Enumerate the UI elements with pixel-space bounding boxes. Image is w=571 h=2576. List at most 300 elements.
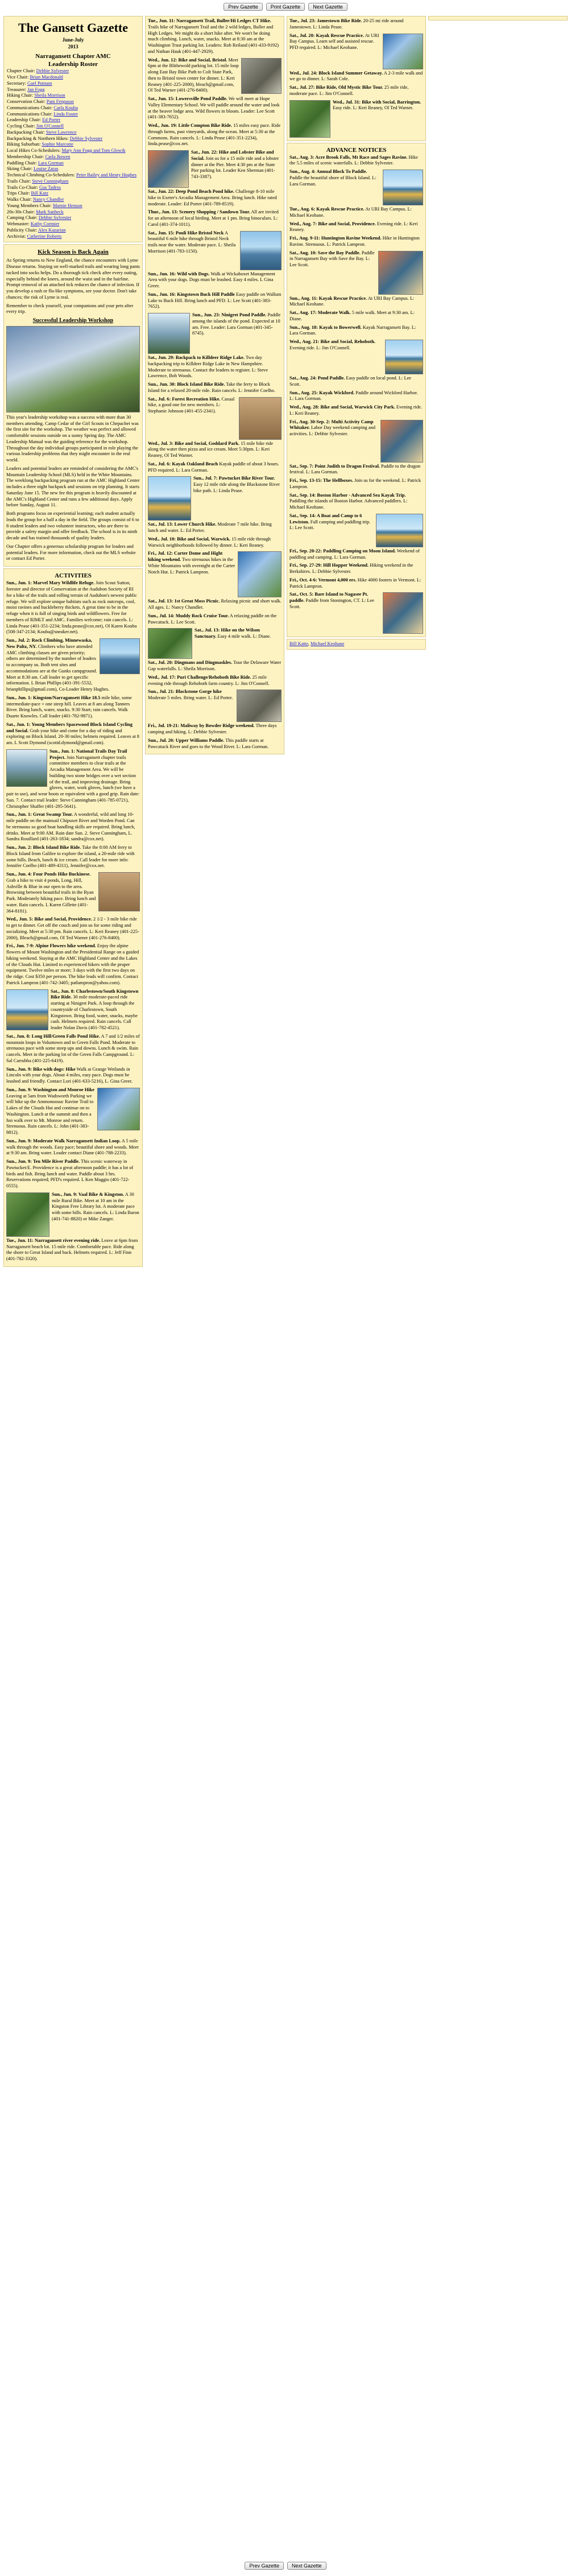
roster-entry — [7, 136, 139, 142]
activity-description: Moderate 5 miles. Bring water. L: Ed Porter. — [148, 695, 233, 700]
roster-name-link[interactable]: Lara Gorman — [38, 160, 64, 166]
activity-description: A 30 mile Rural Bike. Meet at 10 am in the Kingston Free Library lot. A moderate pace with some hills. Rain cancels. L: Linda Baron (401-741-8820) or Mike Zanger. — [52, 1191, 139, 1221]
activity-item — [289, 339, 423, 352]
activity-item — [148, 551, 282, 575]
activity-description: Casual hike, a good one for new members. L: Stephanie Johnson (401-455-2341). — [148, 396, 235, 414]
roster-role: Leadership Chair: — [7, 117, 42, 123]
activity-description: Join Narragansett chapter trails committee members to clear trails at the Arcadia Management Area. We will be building two stone bridges over a wet section of the trail, and improving drainage. Bring gloves, water, work gloves, lunch (we have a pair to use), and wear boots or equivalent with a good grip. Rain date: Sun. 7. Contact trail leader: Steve Cunningham (401-785-0721), Christopher Shaffer (401-295-5641). — [6, 754, 140, 809]
activity-title: Sat., Oct. 5: Bare Island to Nagasee Pt. paddle. — [289, 592, 369, 604]
roster-role: Publicity Chair: — [7, 227, 38, 233]
activity-item — [289, 404, 423, 417]
activity-title: Sun., Jun. 1: National Trails Day Trail Project. — [49, 748, 127, 760]
activity-title: Sun., Aug. 18: Kayak to Bowerwell. — [289, 324, 362, 330]
activity-title: Sat., Jul. 20: Kayak Rescue Practice. — [289, 32, 364, 38]
activity-item — [6, 1034, 140, 1064]
activity-title: Sat., Jul. 20: Dingmans and Dingmaskles. — [148, 660, 233, 666]
activity-description: Kayak paddle of about 3 hours. PFD required. L: Lara Gorman. — [148, 461, 279, 473]
roster-name-link[interactable]: Carla Kouba — [53, 105, 78, 110]
activity-title: Sat., Aug. 24: Pond Paddle. — [289, 375, 345, 381]
activity-title: Sun., Jul. 2: Rock Climbing, Minnewaska, New Paltz, NY. — [6, 638, 92, 649]
activity-item — [289, 18, 423, 31]
activity-title: Sun., Jun. 16: Wild with Dogs. — [148, 271, 210, 276]
activity-description: Evening ride. L: Keri Reaney. — [289, 404, 422, 416]
roster-role: Young Members Chair: — [7, 203, 52, 208]
activity-item — [148, 476, 282, 494]
activity-description: A 7 and 1/2 miles of mountain loops in Voluntown and to Green Falls Pond. Moderate to strenuous pace with some steep ups and downs. Lunch & swim. Rain cancels. Meet in the parking lot of the Green Falls Campground. L: Sal Carrubba (401-225-6419). — [6, 1033, 140, 1063]
activity-item — [148, 150, 282, 180]
activity-item — [289, 325, 423, 337]
roster-role: Chapter Chair: — [7, 68, 35, 74]
roster-name-link[interactable]: Mary Ann Fogg and Tom Glowik — [61, 148, 126, 154]
roster-entry — [7, 130, 139, 136]
activity-title: Sun., Jun. 4: Four Ponds Hike Buckinese. — [6, 872, 91, 877]
activity-item — [148, 355, 282, 379]
roster-name-link[interactable]: Steve Lawrence — [45, 129, 77, 135]
activity-title: Fri., Jun. 7-9: Alpine Flowers hike weekend. — [6, 943, 96, 949]
activity-description: 15 mile ride through Warwick neighborhoods followed by dinner. L: Keri Reaney. — [148, 536, 271, 548]
activity-item — [289, 390, 423, 403]
activity-item — [148, 628, 282, 640]
activity-description: Paddle in Narragansett Bay with Save the Bay. L: Lee Scott. — [289, 250, 375, 268]
activity-title: Sat., Sep. 7: Point Judith to Dragon Festival. — [289, 463, 380, 469]
bottom-nav-bar — [0, 2559, 571, 2573]
activity-title: Sun., Jun. 9: Moderate Walk Narragansett Indian Loop. — [6, 1138, 121, 1143]
activity-item — [6, 812, 140, 843]
activity-item — [148, 660, 282, 672]
activity-photo — [148, 476, 191, 521]
activity-description: A 5 mile walk through the woods. Easy pace; beautiful shore and woods. Meet at 9:30 am. Bring water. Leader contact Diane (401-788-2233). — [6, 1138, 139, 1156]
activity-item — [148, 123, 282, 147]
activity-description: Hike 4000 footers in Vermont. L: Patrick Lampron. — [289, 577, 421, 589]
activity-description: Join us for the weekend. L: Patrick Lampron. — [289, 478, 421, 489]
roster-entry — [7, 221, 139, 228]
roster-name-link[interactable]: Jan Fogg — [27, 86, 45, 92]
roster-role: Camping Chair: — [7, 215, 38, 221]
activity-description: Evening ride. L: Jim O'Connell. — [289, 345, 351, 350]
advance-notices — [287, 143, 426, 638]
activity-photo — [383, 34, 423, 69]
activity-item — [289, 155, 423, 167]
activity-title: Wed., Jun. 12: Bike and Social, Bristol. — [148, 57, 227, 63]
activity-item — [148, 613, 282, 626]
activity-item — [289, 310, 423, 323]
activity-item — [148, 189, 282, 207]
activity-item — [289, 236, 423, 248]
activity-item — [6, 1067, 140, 1085]
roster-role: Secretary: — [7, 80, 26, 86]
kick-paragraph: Remember to check yourself, your companions and your pets after every trip. — [6, 303, 134, 315]
activity-title: Sun., Jun. 1: Kingston/Narragansett Hike 18.5 — [6, 695, 101, 700]
roster-role: Backpacking Chair: — [7, 129, 45, 135]
roster-name-link[interactable]: Sheila Morrison — [34, 93, 65, 98]
activity-title: Sun., Jul. 21: Blackstone Gorge hike — [148, 689, 222, 695]
column-1 — [3, 16, 143, 1267]
activity-title: Sat., Jul. 13: 1st Great Moss Picnic. — [148, 598, 220, 604]
activity-description: Trails hike of Narragansett Trail and the 2 wild ledges, Buller and High Ledges. We might do a short hike after. We won't be doing much climbing. Lunch, water, snacks. Meet at 8:30 am at the Washington Trust parking lot. Leaders: Rob Reiland (401-433-9192) and Nathan Hauk (401-447-2929). — [148, 24, 279, 54]
activity-title: Sat., Jun. 15: Lowersville Pond Paddle. — [148, 96, 227, 101]
activity-photo — [98, 872, 140, 911]
roster-name-link[interactable]: Sophie Marcotte — [42, 142, 74, 147]
activity-item — [289, 577, 423, 590]
roster-role: Biking Suburban: — [7, 142, 41, 147]
activity-description: Enjoy the alpine flowers of Mount Washington and the Presidential Range on a guided hiking weekend. Staying at the AMC Highland Center and the Lakes of the Clouds Hut. Limited to experienced hikers with the proper equipment. Twelve miles or more; 3 days with the first two days on the ridge. Cost $350 per person. The hike leads will confirm. Contact Patrick Lampron (401-742-3405; patlampron@yahoo.com). — [6, 943, 139, 985]
activity-description: Fall camping and paddling trip. L: Lee Scott. — [289, 519, 371, 531]
activity-item — [289, 207, 423, 219]
prev-gazette-button[interactable]: Prev Gazette — [245, 2562, 284, 2570]
activity-description: 2 1/2 - 3 mile bike ride to get to dinner. Get off the couch and join us for some riding and socializing. Meet at 5:30 pm. Rain cancels. L: Keri Reaney (401-225-2000), Bleach@gmail.com, Ol Ted Warner (401-276-8400). — [6, 917, 139, 940]
activity-title: Sat., Jun. 22: Deep Pond Beach Pond hike. — [148, 189, 234, 194]
roster-entry — [7, 148, 139, 154]
activity-title: Sun., Jul. 14: Muddy Rock Cruise Tour. — [148, 613, 229, 618]
activity-description: Take the 8:00 AM ferry to Block Island from Galilee to explore the island, a 20-mile ride with some hills. Beach, lunch & ice cream. Call leader for more info: Jennifer Coelho (401-489-4311), Jennifer@cox.net. — [6, 845, 135, 869]
roster-name-link[interactable]: Bill Katz — [31, 191, 48, 196]
activity-title: Sun., Aug. 25: Kayak Wickford. — [289, 390, 355, 395]
activity-description: Climbers who have attended AMC climbing classes are given priority; others are determined by the number of leaders to accompany us. Both tent sites and accommodations are at the Gunks campground. Meet at 8:30 am. Call leader to get specific information. L Brian Phillips (401-391-5532, brianphillips@gmail.com), Co-Leader Henry Hughes. — [6, 643, 110, 692]
masthead — [3, 16, 143, 242]
activity-description: Paddling the islands of Boston Harbor. Advanced paddlers. L: Michael Keohane. — [289, 498, 408, 510]
activity-description: Three days camping and hiking. L: Debbie Sylvester. — [148, 723, 277, 734]
roster-name-link[interactable]: Gus Tadros — [39, 184, 61, 190]
activity-title: Sun., Jun. 9: Ten Mile River Paddle. — [6, 1159, 80, 1165]
roster-role: Treasurer: — [7, 86, 27, 92]
activity-description: Moderate 7 mile hike. Bring lunch and water. L: Ed Porter. — [148, 522, 272, 533]
activity-item — [148, 689, 282, 701]
activity-description: Two strenuous hikes in the White Mountains with overnight at the Carter Notch Hut. L: Patrick Lampron. — [148, 557, 235, 575]
activity-item — [148, 18, 282, 55]
activity-item — [289, 33, 423, 51]
print-gazette-button[interactable]: Print Gazette — [266, 3, 305, 11]
activity-title: Wed., Jul. 31: Bike with Social, Barrington. — [333, 99, 421, 105]
activity-item — [289, 100, 423, 112]
activity-item — [289, 478, 423, 490]
activity-description: Weekend of paddling and camping. L: Lara Gorman. — [289, 548, 420, 560]
roster-name-link[interactable]: Debbie Sylvester — [36, 68, 69, 74]
roster-entry — [7, 68, 139, 75]
activity-description: 15 mile bike ride along the water then pizza and ice cream. Meet 5:30pm. L: Keri Reaney, Ol Ted Warner. — [148, 440, 274, 458]
activity-title: Sun., Aug. 11: Kayak Rescue Practice. — [289, 295, 367, 301]
roster-name-link[interactable]: Ed Porter — [42, 117, 61, 123]
activity-description: Two day backpacking trip to Killdeer Ridge Lake in New Hampshire. Moderate to strenuous. Contact the leaders to register. L: Steve Lawrence, Bob Woods. — [148, 355, 268, 379]
activity-description: A 2-3 mile walk and we go to dinner. L: Sarah Cole. — [289, 70, 423, 82]
activity-item — [6, 749, 140, 810]
activity-description: Hike in Huntington Ravine. Strenuous. L: Patrick Lampron. — [289, 236, 420, 247]
activity-title: Sun., Jun. 9: Washington and Monroe Hike — [6, 1087, 94, 1092]
roster-entry — [7, 228, 139, 234]
activity-item — [148, 723, 282, 736]
activity-photo — [97, 1088, 140, 1130]
roster-entry — [7, 166, 139, 172]
activity-item — [148, 382, 282, 394]
roster-name-link[interactable]: Gael Putnam — [27, 80, 52, 86]
workshop-paragraph: This year's leadership workshop was a success with more than 30 members attending. Camp Cedar of the Girl Scouts in Chepachet was the first site for the workshop. The weather was perfect and allowed comfortable sessions outside on a sunny Spring day. The AMC Leadership Manual was the guiding reference for the workshop. Throughout the day individual groups participated in role playing the various leadership problems that they might encounter in the real world. — [6, 414, 139, 463]
activities-list-4 — [428, 16, 568, 20]
top-nav-bar — [0, 0, 571, 14]
activity-photo — [383, 170, 423, 205]
workshop-paragraph: Leaders and potential leaders are reminded of considering the AMC's Mountain Leadership School (MLS) held in the White Mountains. The weeklong backpacking program run at the AMC Highland Center includes a three night backpack and sessions on trip planning. It starts Saturday June 15. The new fee this program is heavily discounted at the AMC's Highland Center and runs a few additional days. Apply before Sunday, August 11. — [6, 465, 140, 508]
activity-title: Wed., Jun. 5: Bike and Social, Providence. — [6, 917, 92, 922]
activity-photo — [385, 340, 423, 374]
activity-title: Sat., Jul. 27: Bike Ride, Old Mystic Bike Tour. — [289, 85, 383, 90]
activity-description: Paddle from Stonington, CT. L: Lee Scott. — [289, 598, 374, 609]
advance-notices-heading: ADVANCE NOTICES — [326, 146, 387, 154]
activity-description: Easy paddle on Wallum Lake to Buck Hill. Bring lunch and PFD. L: Lee Scott (401-383-7652). — [148, 291, 282, 309]
activity-item — [148, 461, 282, 474]
column-3 — [287, 16, 426, 1267]
roster-entry — [7, 123, 139, 130]
roster-role: Walks Chair: — [7, 197, 32, 203]
activity-description: At URI Bay Campus. L: Michael Keohane. — [289, 295, 415, 307]
activity-description: 5 mile walk. Meet at 9:30 am. L: Diane. — [289, 310, 415, 321]
activity-description: Kayak Narragansett Bay. L: Lara Gorman. — [289, 324, 416, 336]
roster-name-link[interactable]: Marnie Henson — [52, 203, 82, 208]
roster-role: Communications Chair: — [7, 111, 53, 117]
activity-description: Join Scout Sutton, forester and director of Conservation at the Audubon Society of RI for a hike of the trails and rolling terrain of Audubon's newest public refuge. We will explore unique habitats such as rock outcrops, cool, moist ravines and huckleberry thickets. A great time to be in the refuge when it is full of singing birds and wildflowers. Free for members of RIMLT and AMC. Families welcome; rain cancels. L: Linda Pease (401-351-2234; linda.pease@cox.net), Ol Karen Kouba (508-347-2134; Kouba@sneaker.net). — [6, 580, 137, 635]
kick-article — [3, 244, 143, 567]
activity-item — [289, 250, 423, 269]
activity-title: Sun., Jun. 30: Block Island Bike Ride. — [148, 382, 225, 387]
roster-name-link[interactable]: Pam Ferguson — [46, 99, 74, 105]
activity-title: Sun., Jun. 16: Kingstown Buck Hill Paddle — [148, 291, 235, 297]
activity-description: Grab a hike to visit 4 ponds, Long, Hill, Ashville & Blue in our open to the area. Browsing between beautiful trails in the Ryan Park. Moderately hiking pace. Bring lunch and water. Rain cancels. L Karen Gillette (401-364-8181). — [6, 877, 96, 914]
activity-description: Walk at Grange Wetlands in Lincoln with your dogs. About 4 miles, easy pace. Dogs must be leashed and friendly. Contact Lori (401-633-5216), L. Gina Greer. — [6, 1066, 133, 1084]
activity-item — [148, 522, 282, 534]
activity-item — [289, 513, 423, 531]
activity-item — [289, 419, 423, 437]
roster-entry — [7, 209, 139, 216]
activity-title: Sat., Jun. 29: Backpack to Killdeer Ridge Lake. — [148, 355, 245, 360]
activity-item — [289, 375, 423, 388]
workshop-heading: Successful Leadership Workshop — [32, 317, 114, 324]
activity-title: Wed., Jul. 10: Bike and Social, Warwick. — [148, 536, 231, 542]
activity-photo — [378, 251, 423, 295]
next-gazette-button[interactable]: Next Gazette — [287, 2562, 326, 2570]
activity-description: mile hike, some intermediate-pace + one steep hill. Leaves at 8 am along Tanners River. Bring lunch, water, snacks. 9:30 Start; rain cancels. Walk Duarte Knowles. Call leader (401-782-9871). — [6, 695, 132, 719]
activity-item — [148, 536, 282, 549]
roster-name-link[interactable]: Linda Foster — [53, 111, 78, 117]
roster-name-link[interactable]: Kathy Cormier — [30, 221, 60, 227]
activity-item — [6, 917, 140, 941]
roster-entry — [7, 81, 139, 87]
activity-item — [148, 292, 282, 310]
activity-photo — [240, 231, 282, 270]
activity-title: Wed., Jul. 3: Bike and Social, Goddard Park. — [148, 440, 240, 446]
activity-title: Sat., Jul. 6: Kayak Oakland Beach — [148, 461, 218, 467]
activity-item — [148, 271, 282, 290]
activity-item — [6, 695, 140, 720]
activity-description: Meet 6pm at the Blithewold parking lot. 15 mile loop along East Bay Bike Path to Colt State Park, then to Bristol town center for dinner. L: Keri Reaney (401-225-2000), bleach@gmail.com, Ol Ted Warner (401-276-8400). — [148, 57, 239, 93]
column-2 — [145, 16, 284, 1267]
activity-item — [289, 493, 423, 511]
activity-description: This paddle starts at Pawcatuck River and goes to the Wood River. L: Lara Gorman. — [148, 737, 269, 749]
roster-entry — [7, 105, 139, 112]
activity-title: Fri., Jul. 12: Carter Dome and Hight hiking weekend. — [148, 551, 223, 562]
activity-photo — [289, 100, 330, 138]
activity-description: 30 mile moderate-paced ride starting at Ninigret Park. A loop through the countryside of Charlestown, South Kingstown. Bring food, water, snacks, maybe cash. Helmets required. Rain cancels. Call leader Nolan Davis (401-782-4521). — [51, 994, 138, 1031]
activity-description: Easy ride. L: Keri Reaney, Ol Ted Warner. — [333, 105, 413, 111]
roster-name-link[interactable]: Mark Sanbeck — [36, 209, 64, 214]
activity-description: Tour the Delaware Water Gap waterfalls. L: Sheila Morrison. — [148, 660, 282, 671]
roster-name-link[interactable]: Peter Bailey and Henry Hughes — [76, 172, 137, 178]
roster-role: Backpacking & Northern Hikes: — [7, 135, 69, 141]
activity-item — [289, 592, 423, 610]
activity-title: Wed., Aug. 28: Bike and Social, Warwick City Park. — [289, 404, 395, 410]
activity-title: Sat., Sep. 14: Boston Harbor - Advanced Sea Kayak Trip. — [289, 492, 406, 498]
activity-item — [6, 845, 140, 869]
activity-item — [289, 169, 423, 187]
activity-item — [148, 230, 282, 255]
activity-title: Sat., Jul. 13: Lower Church Hike. — [148, 522, 217, 527]
activity-description: A wonderful, wild and long 10-mile paddle on the mainsail Chipuxet River and Worden Pond. Can be strenuous so good boat handling skills are required. Bring lunch, drinks. Meet at 9:00 AM. Rain date Sun. 2. Steve Cunningham, L. Sandra Rouillard (401-263-1834; sandra@cox.net). — [6, 812, 135, 842]
activity-item — [148, 312, 282, 337]
activity-title: Fri., Oct. 4-6: Vermont 4,000 ers. — [289, 577, 357, 583]
roster-role: 20s-30s Chair: — [7, 209, 35, 214]
roster-name-link[interactable]: Louise Zaras — [34, 166, 59, 172]
next-gazette-button[interactable]: Next Gazette — [308, 3, 347, 11]
roster-name-link[interactable]: Brian Macdonald — [30, 75, 63, 80]
activity-item — [6, 1159, 140, 1190]
kick-heading: Kick Season is Back Again — [38, 249, 109, 256]
activity-description: Easy 4 mile walk. L: Diane. — [217, 634, 271, 639]
activity-description: This scenic waterway in Pawtucket/E. Providence is a great afternoon paddle; it has a lot of birds and fish. Bring lunch and water. Paddle about 3 hrs. Reservations required; PFD's required. L Ken Maggio (401-722-0555). — [6, 1159, 134, 1189]
roster-entry — [7, 160, 139, 167]
activity-photo — [100, 638, 140, 674]
activity-item — [148, 96, 282, 121]
activity-title: Sun., Jul. 20: Upper Williams Paddle. — [148, 737, 225, 743]
activity-description: Leave at 6pm from Narragansett beach lot. 15 mile ride. Comfortable pace. Ride along the shore to Great Island and back. Helmets required. L: Jeff Finn (401-782-3320). — [6, 1237, 138, 1262]
activity-title: Fri., Sep. 20-22: Paddling Camping on Moon Island. — [289, 548, 396, 554]
gazette-year: 2013 — [68, 43, 78, 49]
footer-link[interactable]: Bill Katte — [289, 641, 308, 647]
footer-links: Bill Katte, Michael Keohane — [287, 639, 426, 650]
activity-item — [289, 563, 423, 575]
activity-description: At URI Bay Campus. L: Michael Keohane. — [289, 207, 412, 218]
roster-entry — [7, 154, 139, 160]
activity-item — [6, 872, 140, 914]
gazette-date: June-July — [62, 37, 84, 43]
activity-title: Sat., Sep. 14: A Boat and Camp to 6 Lewiston. — [289, 513, 362, 525]
roster-entry — [7, 112, 139, 118]
activity-description: Paddle around Wickford Harbor. L: Lara Gorman. — [289, 390, 418, 402]
activity-item — [148, 57, 282, 94]
activity-title: Wed., Jul. 17: Puri Challenge/Rehoboth Bike Ride. — [148, 674, 251, 680]
roster-role: Vice Chair: — [7, 75, 29, 80]
activity-description: Hiking weekend in the Berkshires. L: Debbie Sylvester. — [289, 563, 413, 575]
activity-item — [289, 464, 423, 476]
activity-title: Sat., Jun. 15: Pouli Hike Bristol Neck — [148, 230, 224, 236]
roster-name-link[interactable]: Debbie Sylvester — [38, 215, 72, 221]
workshop-paragraph: Both programs focus on experiential learning; each student actually leads the group for a half a day in the field. The groups consist of 6 to 8 student leaders and two volunteer instructors, who are there to provide a safety margin and offer feedback. The school is in its ninth decade and has trained thousands of quality leaders. — [6, 511, 139, 541]
activity-photo — [238, 551, 282, 597]
activity-title: Fri., Sep. 27-29: Hill Hopper Weekend. — [289, 563, 369, 568]
roster-role: Cycling Chair: — [7, 123, 35, 129]
activity-description: Paddle among the islands of the pond. Expected at 10 am. Free. Leader: Lara Gorman (401-345-8745). — [192, 312, 281, 336]
activity-description: We will meet at Hope Valley Elementary School. We will paddle around the water and look at the beaver lodge area. Wild flowers in bloom. Leader: Lee Scott (401-383-7652). — [148, 96, 280, 120]
activity-photo — [6, 989, 48, 1030]
activity-title: Sat., Aug. 3: Acre Brook Falls, Mt Race and Sages Ravine. — [289, 154, 408, 160]
roster-entry — [7, 191, 139, 197]
roster-entry — [7, 172, 139, 179]
roster-name-link[interactable]: Carla Bowen — [45, 154, 71, 159]
roster-entry — [7, 99, 139, 105]
activity-photo — [148, 628, 192, 659]
activity-item — [289, 296, 423, 308]
activity-description: Hike the 5.5 miles of scenic waterfalls. L: Debbie Sylvester. — [289, 154, 418, 166]
roster-entry — [7, 117, 139, 123]
activity-photo — [6, 749, 47, 787]
roster-heading: Leadership Roster — [48, 61, 98, 68]
activity-title: Sun., Jun. 1: Great Swamp Tour. — [6, 812, 73, 818]
roster-role: Trips Chair: — [7, 191, 30, 196]
activity-item — [148, 598, 282, 611]
roster-role: Webmaster: — [7, 221, 30, 227]
roster-entry — [7, 203, 139, 209]
activity-item — [6, 1238, 140, 1262]
activities-list-3 — [287, 16, 426, 141]
activity-description: Easy paddle on local pond. L: Lee Scott. — [289, 375, 412, 387]
activity-item — [6, 580, 140, 635]
activity-title: Sat., Jul. 6: Forest Recreation Hike. — [148, 396, 221, 402]
activity-description: Easy 12 mile ride along the Blackstone River bike path. L: Linda Pease. — [193, 482, 280, 493]
activity-title: Wed., Jul. 24: Block Island Summer Getaway. — [289, 70, 383, 76]
activity-title: Wed., Aug. 21: Bike and Social, Rehoboth. — [289, 339, 376, 345]
activity-title: Sat., Jul. 13: Hike on the Wilson Sanctuary. — [195, 628, 260, 639]
activity-title: Fri., Aug. 30-Sep. 2: Multi Activity Camp Whitaker. — [289, 419, 374, 431]
roster-name-link[interactable]: Catherine Roberts — [27, 233, 62, 239]
activity-item — [289, 221, 423, 234]
activity-title: Sun., Jun. 2: Block Island Bike Ride. — [6, 845, 81, 851]
activity-title: Fri., Jul. 19-21: Maliway by Bowder Ridge weekend. — [148, 723, 255, 729]
roster-name-link[interactable]: Jim O'Connell — [36, 123, 64, 129]
activity-description: 25 mile evening ride through Rehoboth farm country. L: Jim O'Connell. — [148, 674, 270, 686]
activity-item — [6, 989, 140, 1031]
roster-name-link[interactable]: Debbie Sylvester — [69, 135, 103, 141]
activity-photo — [237, 690, 282, 722]
gazette-columns — [3, 16, 568, 1267]
activity-item — [6, 1192, 140, 1223]
kick-paragraph: As Spring returns to New England, the chance encounters with Lyme Disease returns. Staying on well-marked trails and wearing long pants tucked into socks helps. Do a thorough tick check after every outing, especially behind the knees, around the waist and in the hairline. Prompt removal of an attached tick reduces the chance of infection. If you develop a rash or flu-like symptoms, see your doctor. Don't take chances; the risk of Lyme is real. — [6, 258, 140, 300]
activity-item — [289, 548, 423, 561]
activity-photo — [148, 313, 190, 354]
activity-description: Paddle to the dragon festival. L: Lara Gorman. — [289, 463, 421, 475]
roster-role: Local Hikes Co-Schedulers: — [7, 148, 61, 154]
activity-description: Paddle the beautiful shore of Block Island. L: Lara Gorman. — [289, 175, 376, 187]
footer-link[interactable]: Michael Keohane — [310, 641, 345, 647]
activities-list — [3, 568, 143, 1267]
roster-name-link[interactable]: Steve Cunningham — [32, 178, 69, 184]
prev-gazette-button[interactable]: Prev Gazette — [224, 3, 263, 11]
activity-title: Sun., Jun. 1: Marvel Mary Wildlife Refuge. — [6, 580, 95, 586]
roster-role: Membership Chair: — [7, 154, 44, 159]
roster-entry — [7, 75, 139, 81]
roster-role: Trails Co-Chair: — [7, 184, 38, 190]
activity-title: Tue., Jul. 23: Jamestown Bike Ride. — [289, 18, 362, 23]
activity-description: Grab your bike and come for a day of riding and exploring on Block Island. 20-30 miles; helmets required. Leaves at 8 am. L Scott Dymond (scottd.dymond@gmail.com). — [6, 728, 139, 746]
activity-item — [6, 638, 140, 693]
club-name: Narragansett Chapter AMC — [35, 53, 111, 60]
roster-role: Technical Climbing Co-Schedulers: — [7, 172, 75, 178]
activity-description: 25 mile ride, moderate pace. L: Jim O'Connell. — [289, 85, 409, 96]
leadership-roster — [7, 68, 139, 240]
activity-title: Sat., Aug. 17: Moderate Walk. — [289, 310, 351, 316]
roster-role: Paddling Chair: — [7, 160, 37, 166]
roster-name-link[interactable]: Alex Kazarian — [38, 227, 66, 233]
activity-item — [289, 85, 423, 97]
gazette-title: The Gansett Gazette — [18, 20, 129, 35]
activity-description: 15 miles easy pace. Ride through farms, past vineyards, along the ocean. Meet at 5:30 at the Commons. Rain cancels. L: Linda Pease (401-351-2234), linda.pease@cox.net. — [148, 123, 281, 147]
activity-title: Sat., Aug. 10: Save the Bay Paddle. — [289, 250, 361, 255]
activity-description: A relaxing paddle on the Pawcatuck. L: Lee Scott. — [148, 613, 277, 625]
roster-name-link[interactable]: Nancy Chandler — [32, 197, 64, 203]
